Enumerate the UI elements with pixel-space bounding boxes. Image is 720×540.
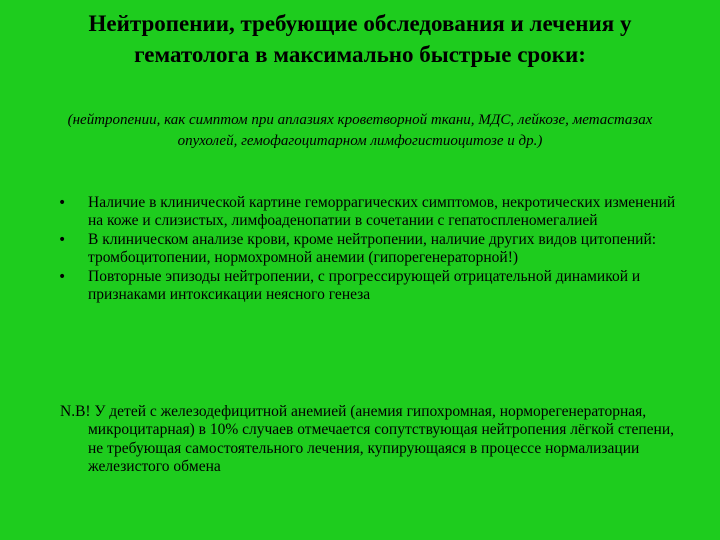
bullet-text: Наличие в клинической картине геморрагических симптомов, некротических изменений на коже и слизистых, лимфоаденопатии в сочетании с гепатоспленомегалией [88,194,676,230]
bullet-text: Повторные эпизоды нейтропении, с прогрессирующей отрицательной динамикой и признаками интоксикации неясного генеза [88,267,641,304]
slide-title: Нейтропении, требующие обследования и лечения у гематолога в максимально быстрые сроки: [88,11,632,67]
bullet-list [52,194,692,304]
bullet-item [52,231,692,268]
nb-note: N.B! У детей с железодефицитной анемией (анемия гипохромная, норморегенераторная, микроцитарная) в 10% случаев отмечается сопутствующая нейтропения лёгкой степени, не требующая самостоятельного лечения, купирующаяся в процессе нормализации железистого обмена [60,403,675,476]
bullet-item [52,268,692,305]
bullet-icon: • [58,195,67,211]
bullet-icon: • [58,268,67,285]
bullet-text: В клиническом анализе крови, кроме нейтропении, наличие других видов цитопений: тромбоцитопении, нормохромной анемии (гипорегенераторной!) [88,230,657,267]
bullet-icon: • [58,231,67,248]
bullet-item [52,194,692,231]
slide-subtitle: (нейтропении, как симптом при аплазиях кроветворной ткани, МДС, лейкозе, метастазах опухолей, гемофагоцитарном лимфогистиоцитозе и др.) [67,112,653,149]
